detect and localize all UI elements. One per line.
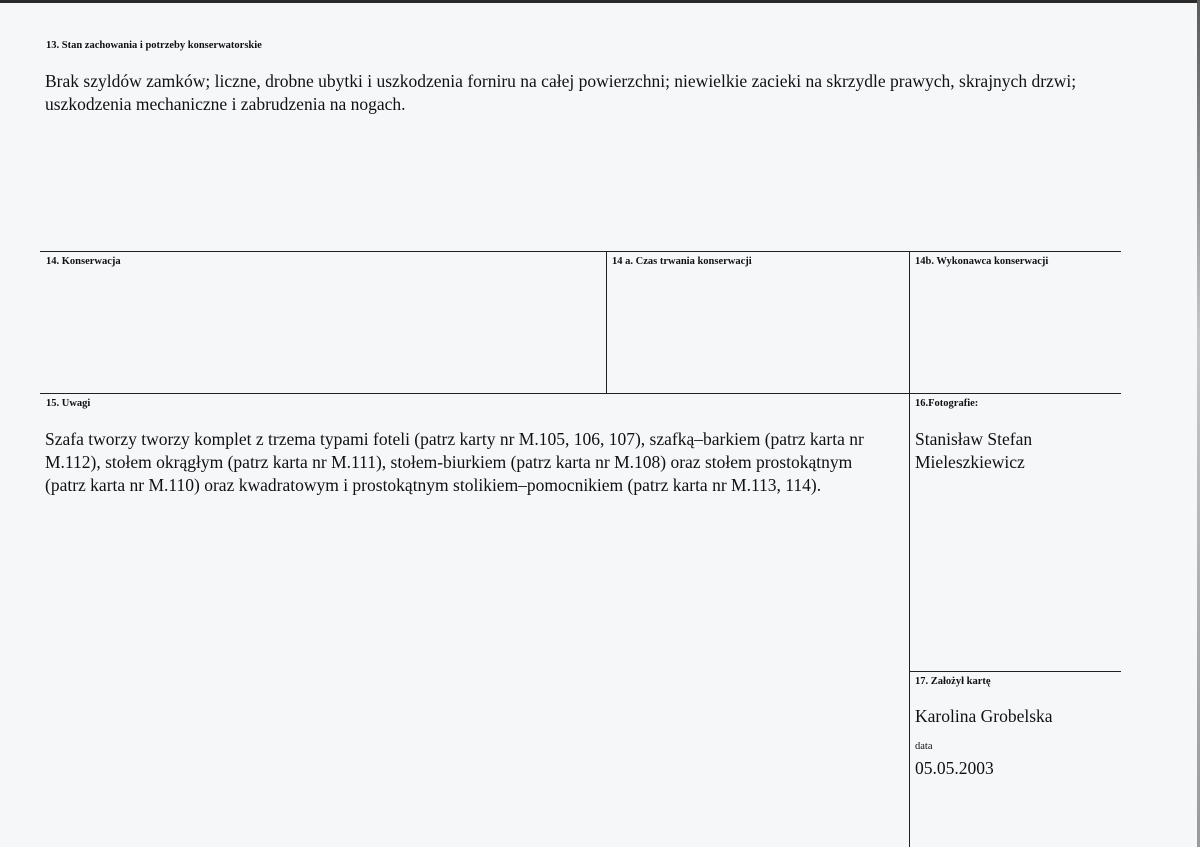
section-13-label: 13. Stan zachowania i potrzeby konserwatorskie (46, 40, 262, 51)
section-17-label: 17. Założył kartę (915, 676, 991, 687)
row-divider-15 (40, 393, 1121, 394)
date-label: data (915, 741, 933, 752)
section-15-text: Szafa tworzy tworzy komplet z trzema typami foteli (patrz karty nr M.105, 106, 107), szafką–barkiem (patrz karta nr M.112), stołem okrągłym (patrz karta nr M.111), stołem-biurkiem (patrz karta nr M.108) oraz stołem prostokątnym (patrz karta nr M.110) oraz kwadratowym i prostokątnym stolikiem–pomocnikiem (patrz karta nr M.113, 114). (45, 429, 864, 495)
section-16-label: 16.Fotografie: (915, 398, 979, 409)
column-divider-14a (606, 251, 607, 393)
card-author: Karolina Grobelska (915, 706, 1053, 726)
section-15-label: 15. Uwagi (46, 398, 91, 409)
section-13-text: Brak szyldów zamków; liczne, drobne ubytki i uszkodzenia forniru na całej powierzchni; niewielkie zacieki na skrzydle prawych, skrajnych drzwi; uszkodzenia mechaniczne i zabrudzenia na nogach. (45, 71, 1077, 114)
column-divider-right (909, 251, 910, 847)
section-14b-label: 14b. Wykonawca konserwacji (915, 256, 1049, 267)
section-14-label: 14. Konserwacja (46, 256, 121, 267)
photographer-name: Stanisław Stefan Mieleszkiewicz (915, 429, 1033, 472)
section-14a-label: 14 a. Czas trwania konserwacji (612, 256, 752, 267)
card-date: 05.05.2003 (915, 758, 994, 778)
row-divider-14 (40, 251, 1121, 252)
row-divider-17 (909, 671, 1121, 672)
scan-edge-top (0, 0, 1200, 3)
